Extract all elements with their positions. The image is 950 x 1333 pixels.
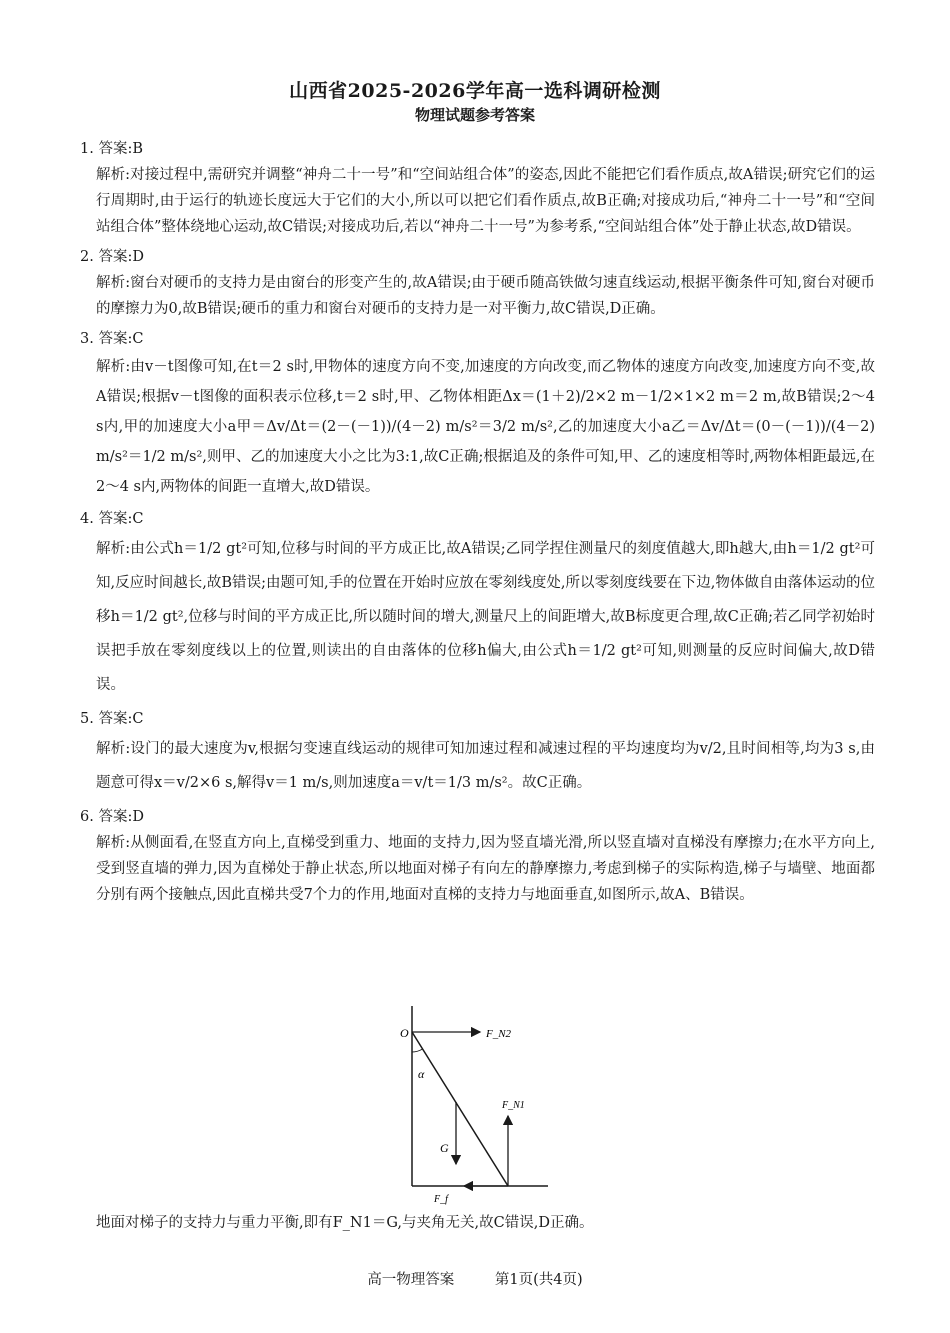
answer-line: 3. 答案:C — [80, 331, 144, 347]
footer-subject: 高一物理答案 — [367, 1272, 455, 1288]
label-ff: F_f — [434, 1194, 448, 1205]
page-number: 第1页(共4页) — [494, 1272, 583, 1288]
explanation-text: 解析:对接过程中,需研究并调整“神舟二十一号”和“空间站组合体”的姿态,因此不能把它们看作质点,故A错误;研究它们的运行周期时,由于运行的轨迹长度远大于它们的大小,所以可以把它们看作质点,故B正确;对接成功后,“神舟二十一号”和“空间站组合体”整体绕地心运动,故C错误;对接成功后,若以“神舟二十一号”为参考系,“空间站组合体”处于静止状态,故D错误。 — [96, 167, 875, 235]
answer-line: 6. 答案:D — [80, 809, 144, 825]
ladder-force-diagram — [390, 996, 560, 1206]
label-o: O — [400, 1026, 409, 1040]
label-alpha: α — [418, 1067, 425, 1081]
ladder-line — [412, 1032, 508, 1186]
explanation-text: 解析:设门的最大速度为v,根据匀变速直线运动的规律可知加速过程和减速过程的平均速度均为v/2,且时间相等,均为3 s,由题意可得x＝v/2×6 s,解得v＝1 m/s,则加速度a＝v/t＝1/3 m/s²。故C正确。 — [96, 741, 875, 791]
document-title: 山西省2025-2026学年高一选科调研检测 — [289, 80, 661, 102]
explanation-text: 解析:窗台对硬币的支持力是由窗台的形变产生的,故A错误;由于硬币随高铁做匀速直线运动,根据平衡条件可知,窗台对硬币的摩擦力为0,故B错误;硬币的重力和窗台对硬币的支持力是一对平衡力,故C错误,D正确。 — [96, 275, 875, 317]
label-fn1: F_N1 — [502, 1100, 525, 1111]
question-6 — [80, 804, 875, 908]
answer-line: 1. 答案:B — [80, 141, 143, 157]
question-3 — [80, 326, 875, 502]
answer-line: 4. 答案:C — [80, 511, 144, 527]
explanation-text: 解析:由v－t图像可知,在t＝2 s时,甲物体的速度方向不变,加速度的方向改变,而乙物体的速度方向改变,加速度方向不变,故A错误;根据v－t图像的面积表示位移,t＝2 s时,甲、乙物体相距Δx＝(1＋2)/2×2 m－1/2×1×2 m＝2 m,故B错误;2～4 s内,甲的加速度大小a甲＝Δv/Δt＝(2－(－1))/(4－2) m/s²＝3/2 m/s²,乙的加速度大小a乙＝Δv/Δt＝(0－(－1))/(4－2) m/s²＝1/2 m/s²,则甲、乙的加速度大小之比为3:1,故C正确;根据追及的条件可知,甲、乙的速度相等时,两物体相距最远,在2～4 s内,两物体的间距一直增大,故D错误。 — [96, 359, 875, 495]
label-g: G — [440, 1141, 449, 1155]
question-5 — [80, 706, 875, 800]
answers-list — [80, 132, 875, 908]
page-footer — [0, 1268, 950, 1289]
label-fn2: F_N2 — [486, 1028, 512, 1040]
explanation-text: 解析:从侧面看,在竖直方向上,直梯受到重力、地面的支持力,因为竖直墙光滑,所以竖直墙对直梯没有摩擦力;在水平方向上,受到竖直墙的弹力,因为直梯处于静止状态,所以地面对梯子有向左的静摩擦力,考虑到梯子的实际构造,梯子与墙壁、地面都分别有两个接触点,因此直梯共受7个力的作用,地面对直梯的支持力与地面垂直,如图所示,故A、B错误。 — [96, 835, 875, 903]
question-2 — [80, 244, 875, 322]
document-subtitle: 物理试题参考答案 — [414, 106, 535, 124]
answer-line: 2. 答案:D — [80, 249, 144, 265]
closing-text: 地面对梯子的支持力与重力平衡,即有F_N1＝G,与夹角无关,故C错误,D正确。 — [96, 1215, 594, 1231]
angle-arc — [412, 1049, 423, 1052]
question-1 — [80, 136, 875, 240]
answer-line: 5. 答案:C — [80, 711, 144, 727]
explanation-text: 解析:由公式h＝1/2 gt²可知,位移与时间的平方成正比,故A错误;乙同学捏住测量尺的刻度值越大,即h越大,由h＝1/2 gt²可知,反应时间越长,故B错误;由题可知,手的位置在开始时应放在零刻线度处,所以零刻度线要在下边,物体做自由落体运动的位移h＝1/2 gt²,位移与时间的平方成正比,所以随时间的增大,测量尺上的间距增大,故B标度更合理,故C正确;若乙同学初始时误把手放在零刻度线以上的位置,则读出的自由落体的位移h偏大,由公式h＝1/2 gt²可知,则测量的反应时间偏大,故D错误。 — [96, 541, 875, 693]
question-4 — [80, 506, 875, 702]
